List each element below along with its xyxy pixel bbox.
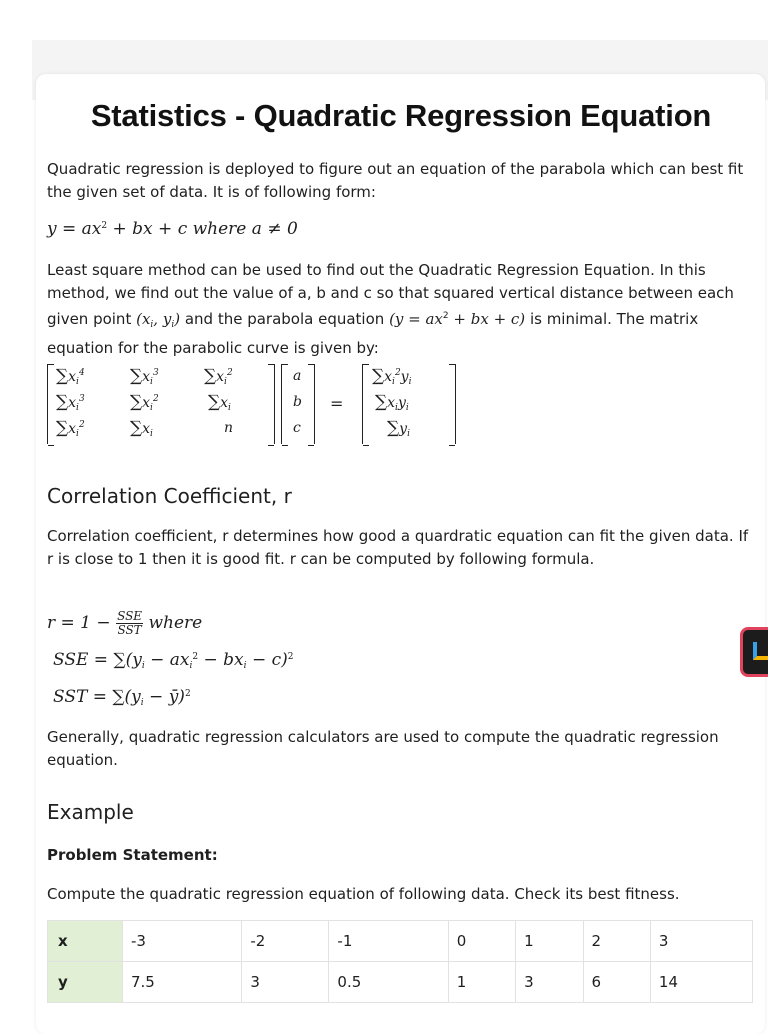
- problem-label: Problem Statement:: [47, 846, 218, 864]
- matrix-n: n: [224, 420, 234, 436]
- table-cell: 1: [448, 962, 515, 1003]
- table-cell: 0.5: [329, 962, 448, 1003]
- floating-side-button[interactable]: [740, 627, 768, 677]
- lsm-text-3: is minimal. The matrix equation for the parabolic curve is given by:: [47, 310, 699, 357]
- data-table: [47, 920, 753, 1003]
- example-heading: Example: [47, 800, 134, 824]
- least-square-paragraph: Least square method can be used to find out the Quadratic Regression Equation. In this method, we find out the value of a, b and c so that squared vertical distance between each given point ($x_i$, $y_i$) and the parabola equation ($y = ax^2$ + bx + c) is minimal. The matrix equation for the parabolic curve is given by:: [47, 261, 734, 357]
- r-formula-where: where: [148, 613, 203, 633]
- correlation-heading: Correlation Coefficient, r: [47, 484, 292, 508]
- table-row-y: [48, 962, 753, 1003]
- table-cell: 3: [650, 921, 752, 962]
- table-cell: -1: [329, 921, 448, 962]
- rhs-vector: $\sum x_i^2y_i$ $\sum x_iy_i$ $\sum y_i$: [362, 364, 456, 444]
- lsm-parabola-rest: + bx + c): [448, 310, 526, 328]
- table-cell: 1: [516, 921, 583, 962]
- correlation-paragraph: Correlation coefficient, r determines how good a quardratic equation can fit the given data. If r is close to 1 then it is good fit. r can be computed by following formula.: [47, 527, 749, 568]
- matrix-equals: =: [330, 394, 344, 413]
- problem-text: Compute the quadratic regression equation of following data. Check its best fitness.: [47, 885, 680, 903]
- table-cell: 3: [516, 962, 583, 1003]
- lsm-point: (x: [136, 310, 151, 328]
- form-equation-rest: + bx + c: [107, 219, 193, 239]
- coef-b: b: [293, 394, 302, 410]
- r-formula-lhs: r = 1 −: [47, 613, 111, 633]
- lsm-text-1: Least square method can be used to find out the Quadratic Regression Equation. In this method, we find out the value of a, b and c so that squared vertical distance between each given point: [47, 261, 734, 328]
- page-title: Statistics - Quadratic Regression Equation: [90, 98, 712, 133]
- app-logo-icon: [753, 642, 768, 660]
- sse-formula: SSE = $\sum(y_i - ax_i^2 - bx_i - c)^2$: [53, 650, 294, 671]
- sst-formula-text: SST = ∑(y: [53, 687, 141, 707]
- r-formula: [47, 610, 202, 637]
- table-cell: 2: [583, 921, 650, 962]
- table-cell: 0: [448, 921, 515, 962]
- table-cell: 7.5: [123, 962, 242, 1003]
- lsm-parabola: (y = ax: [389, 310, 443, 328]
- form-equation-where: where: [192, 219, 247, 239]
- table-cell: 14: [650, 962, 752, 1003]
- matrix-equation: [47, 364, 467, 446]
- r-formula-denominator: SST: [117, 623, 142, 637]
- row-label-x: x: [48, 921, 123, 962]
- table-cell: -3: [123, 921, 242, 962]
- coef-c: c: [293, 420, 301, 436]
- r-formula-numerator: SSE: [117, 609, 143, 623]
- row-label-y: y: [48, 962, 123, 1003]
- content-card: [36, 74, 765, 1034]
- form-equation-condition: a ≠ 0: [251, 219, 298, 239]
- form-equation-lhs: y = ax: [47, 219, 102, 239]
- coef-vector: [281, 364, 315, 444]
- general-paragraph: Generally, quadratic regression calculators are used to compute the quadratic regression equation.: [47, 728, 719, 769]
- table-row-x: [48, 921, 753, 962]
- table-cell: -2: [242, 921, 329, 962]
- intro-paragraph: Quadratic regression is deployed to figure out an equation of the parabola which can best fit the given set of data. It is of following form:: [47, 160, 744, 201]
- lsm-text-2: and the parabola equation: [180, 310, 390, 328]
- table-cell: 6: [583, 962, 650, 1003]
- sums-matrix: $\sum x_i^4$ $\sum x_i^3$ $\sum x_i^2$ $\sum x_i^3$ $\sum x_i^2$ $\sum x_i$ $\sum x_i^2$ $\sum x_i$ n: [47, 364, 275, 444]
- sse-formula-text: SSE = ∑(y: [53, 650, 142, 670]
- sst-formula: SST = $\sum(y_i$ − ȳ)$^2$: [53, 687, 191, 708]
- form-equation: $y = ax^2$ + bx + c where a ≠ 0: [47, 219, 298, 239]
- table-cell: 3: [242, 962, 329, 1003]
- coef-a: a: [293, 368, 302, 384]
